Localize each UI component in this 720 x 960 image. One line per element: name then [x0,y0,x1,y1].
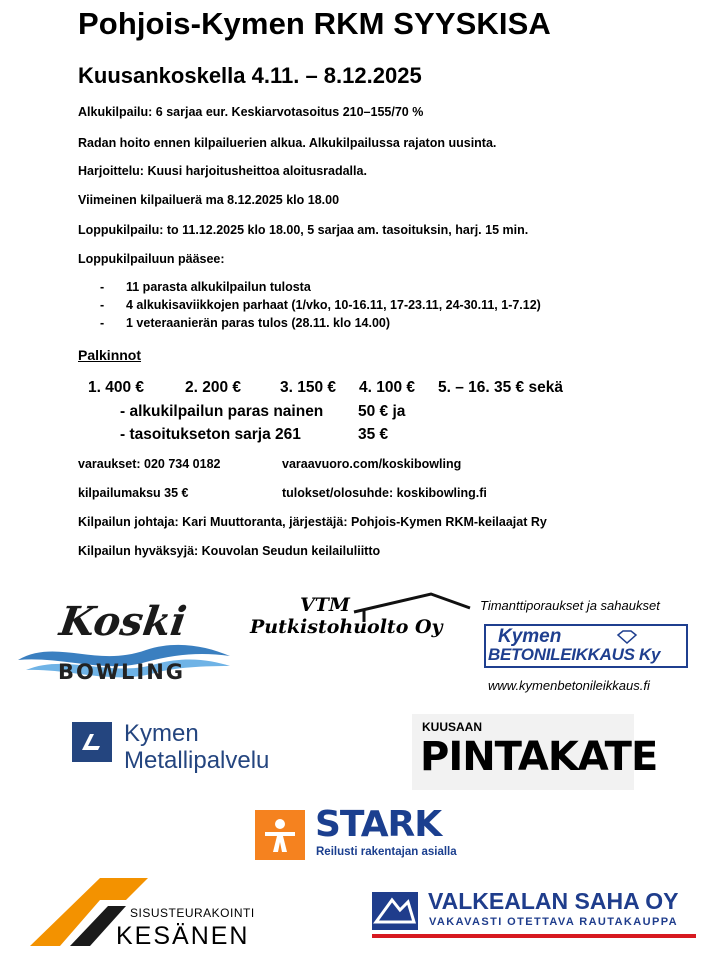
koski-script-text: Koski [56,598,190,645]
prize-4: 4. 100 € [359,379,416,396]
qualify-list [78,278,541,332]
kesanen-small-text: SISUSTEURAKOINTI [130,906,255,920]
contact-varaavuoro-link[interactable]: varaavuoro.com/koskibowling [282,457,462,471]
list-item [78,314,541,332]
prize-extra-row [120,403,520,423]
koski-bowling-logo [16,598,236,688]
prize-2: 2. 200 € [185,379,242,396]
kymen-metallipalvelu-logo [72,720,302,780]
prizes-heading: Palkinnot [78,347,142,363]
betoni-url[interactable]: www.kymenbetonileikkaus.fi [488,678,650,693]
list-item-text: 4 alkukisaviikkojen parhaat (1/vko, 10-16.11, 17-23.11, 24-30.11, 1-7.12) [126,298,541,312]
bullet-dash: - [100,298,105,312]
putkistohuolto-text: Putkistohuolto Oy [250,616,443,638]
prize-1: 1. 400 € [88,379,145,396]
info-line-viimeinen: Viimeinen kilpailuerä ma 8.12.2025 klo 18.00 [78,193,340,207]
diamond-icon [616,630,638,644]
info-line-paasee: Loppukilpailuun pääsee: [78,252,225,266]
approver-line: Kilpailun hyväksyjä: Kouvolan Seudun keilailuliitto [78,544,381,558]
bullet-dash: - [100,280,105,294]
valkeala-name-text: VALKEALAN SAHA OY [428,888,679,914]
prize-places-row [88,379,648,399]
info-line-radanhoito: Radan hoito ennen kilpailuerien alkua. Alkukilpailussa rajaton uusinta. [78,136,497,150]
prize-extra-label: - tasoitukseton sarja 261 [120,426,301,443]
betoni-tagline: Timanttiporaukset ja sahaukset [480,598,660,613]
info-line-harjoittelu: Harjoittelu: Kuusi harjoitusheittoa aloitusradalla. [78,164,367,178]
prize-extra-label: - alkukilpailun paras nainen [120,403,324,420]
contact-tulokset-link[interactable]: tulokset/olosuhde: koskibowling.fi [282,486,487,500]
kesanen-logo [30,870,266,950]
contact-varaukset: varaukset: 020 734 0182 [78,457,221,471]
metallipalvelu-text: Metallipalvelu [124,747,270,774]
list-item [78,278,541,296]
list-item-text: 1 veteraanierän paras tulos (28.11. klo 14.00) [126,316,391,330]
stark-name-text: STARK [315,804,442,845]
list-item [78,296,541,314]
vtm-putkistohuolto-logo [246,590,472,650]
valkealan-saha-logo [372,888,696,942]
pintakate-small-text: KUUSAAN [422,720,482,734]
contact-kilpailumaksu: kilpailumaksu 35 € [78,486,189,500]
info-line-loppukilpailu: Loppukilpailu: to 11.12.2025 klo 18.00, 5 sarjaa am. tasoituksin, harj. 15 min. [78,223,529,237]
stark-slogan-text: Reilusti rakentajan asialla [316,846,457,858]
kymen-betonileikkaus-logo [480,598,696,696]
valkeala-red-bar [372,934,696,938]
page-title: Pohjois-Kymen RKM SYYSKISA [78,6,551,41]
page-subtitle: Kuusankoskella 4.11. – 8.12.2025 [78,63,422,88]
prize-5-16: 5. – 16. 35 € sekä [438,379,563,396]
metalli-kymen-text: Kymen [124,720,199,747]
prize-extra-amount: 50 € ja [358,403,406,420]
prize-3: 3. 150 € [280,379,337,396]
bullet-dash: - [100,316,105,330]
vtm-text: VTM [300,594,350,616]
prize-extra-row [120,426,520,446]
valkeala-emblem-icon [372,892,418,930]
betoni-frame [484,624,688,668]
bowling-text: BOWLING [58,660,186,684]
betoni-kymen-text: Kymen [498,626,562,647]
betoni-name-text: BETONILEIKKAUS Ky [488,645,661,664]
valkeala-slogan-text: VAKAVASTI OTETTAVA RAUTAKAUPPA [429,916,678,928]
info-line-alkukilpailu: Alkukilpailu: 6 sarjaa eur. Keskiarvotasoitus 210–155/70 % [78,105,424,119]
stark-figure-icon [255,810,305,860]
kuusaan-pintakate-logo [412,714,658,790]
kesanen-big-text: KESÄNEN [116,922,250,950]
metalli-square-icon [72,722,112,762]
list-item-text: 11 parasta alkukilpailun tulosta [126,280,311,294]
prize-extra-amount: 35 € [358,426,389,443]
stark-logo [255,804,465,862]
organizer-line: Kilpailun johtaja: Kari Muuttoranta, järjestäjä: Pohjois-Kymen RKM-keilaajat Ry [78,515,547,529]
pintakate-big-text: PINTAKATE [420,734,658,780]
